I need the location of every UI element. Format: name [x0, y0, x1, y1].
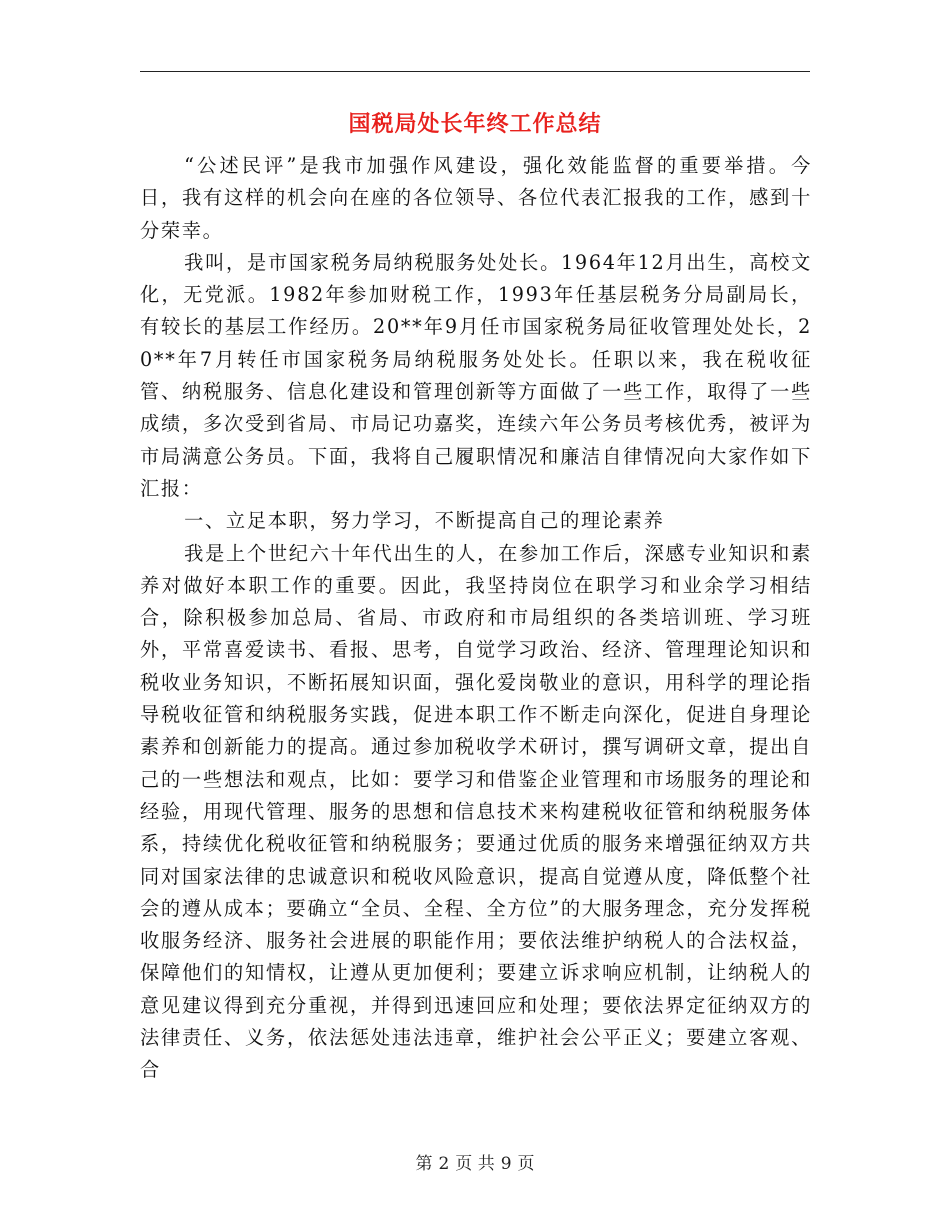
- footer-total-pages: 9: [500, 1154, 512, 1174]
- paragraph-intro: “公述民评”是我市加强作风建设，强化效能监督的重要举措。今日，我有这样的机会向在座的各位领导、各位代表汇报我的工作，感到十分荣幸。: [140, 154, 812, 242]
- footer-suffix: 页: [517, 1154, 535, 1174]
- document-title: 国税局处长年终工作总结: [348, 112, 602, 137]
- footer-middle: 页 共: [455, 1154, 495, 1174]
- document-body: [140, 150, 812, 1087]
- paragraph-self-introduction: 我叫，是市国家税务局纳税服务处处长。1964年12月出生，高校文化，无党派。1982年参加财税工作，1993年任基层税务分局副局长，有较长的基层工作经历。20**年9月任市国家税务局征收管理处处长，20**年7月转任市国家税务局纳税服务处处长。任职以来，我在税收征管、纳税服务、信息化建设和管理创新等方面做了一些工作，取得了一些成绩，多次受到省局、市局记功嘉奖，连续六年公务员考核优秀，被评为市局满意公务员。下面，我将自己履职情况和廉洁自律情况向大家作如下汇报：: [140, 250, 812, 500]
- footer-current-page: 2: [438, 1154, 450, 1174]
- section-heading-1: 一、立足本职，努力学习，不断提高自己的理论素养: [184, 509, 665, 533]
- footer-prefix: 第: [415, 1154, 433, 1174]
- paragraph-study: 我是上个世纪六十年代出生的人，在参加工作后，深感专业知识和素养对做好本职工作的重要。因此，我坚持岗位在职学习和业余学习相结合，除积极参加总局、省局、市政府和市局组织的各类培训班、学习班外，平常喜爱读书、看报、思考，自觉学习政治、经济、管理理论知识和税收业务知识，不断拓展知识面，强化爱岗敬业的意识，用科学的理论指导税收征管和纳税服务实践，促进本职工作不断走向深化，促进自身理论素养和创新能力的提高。通过参加税收学术研讨，撰写调研文章，提出自己的一些想法和观点，比如：要学习和借鉴企业管理和市场服务的理论和经验，用现代管理、服务的思想和信息技术来构建税收征管和纳税服务体系，持续优化税收征管和纳税服务；要通过优质的服务来增强征纳双方共同对国家法律的忠诚意识和税收风险意识，提高自觉遵从度，降低整个社会的遵从成本；要确立“全员、全程、全方位”的大服务理念，充分发挥税收服务经济、服务社会进展的职能作用；要依法维护纳税人的合法权益，保障他们的知情权，让遵从更加便利；要建立诉求响应机制，让纳税人的意见建议得到充分重视，并得到迅速回应和处理；要依法界定征纳双方的法律责任、义务，依法惩处违法违章，维护社会公平正义；要建立客观、合: [140, 541, 812, 1082]
- header-rule: [140, 71, 810, 72]
- page-footer: [0, 1152, 950, 1176]
